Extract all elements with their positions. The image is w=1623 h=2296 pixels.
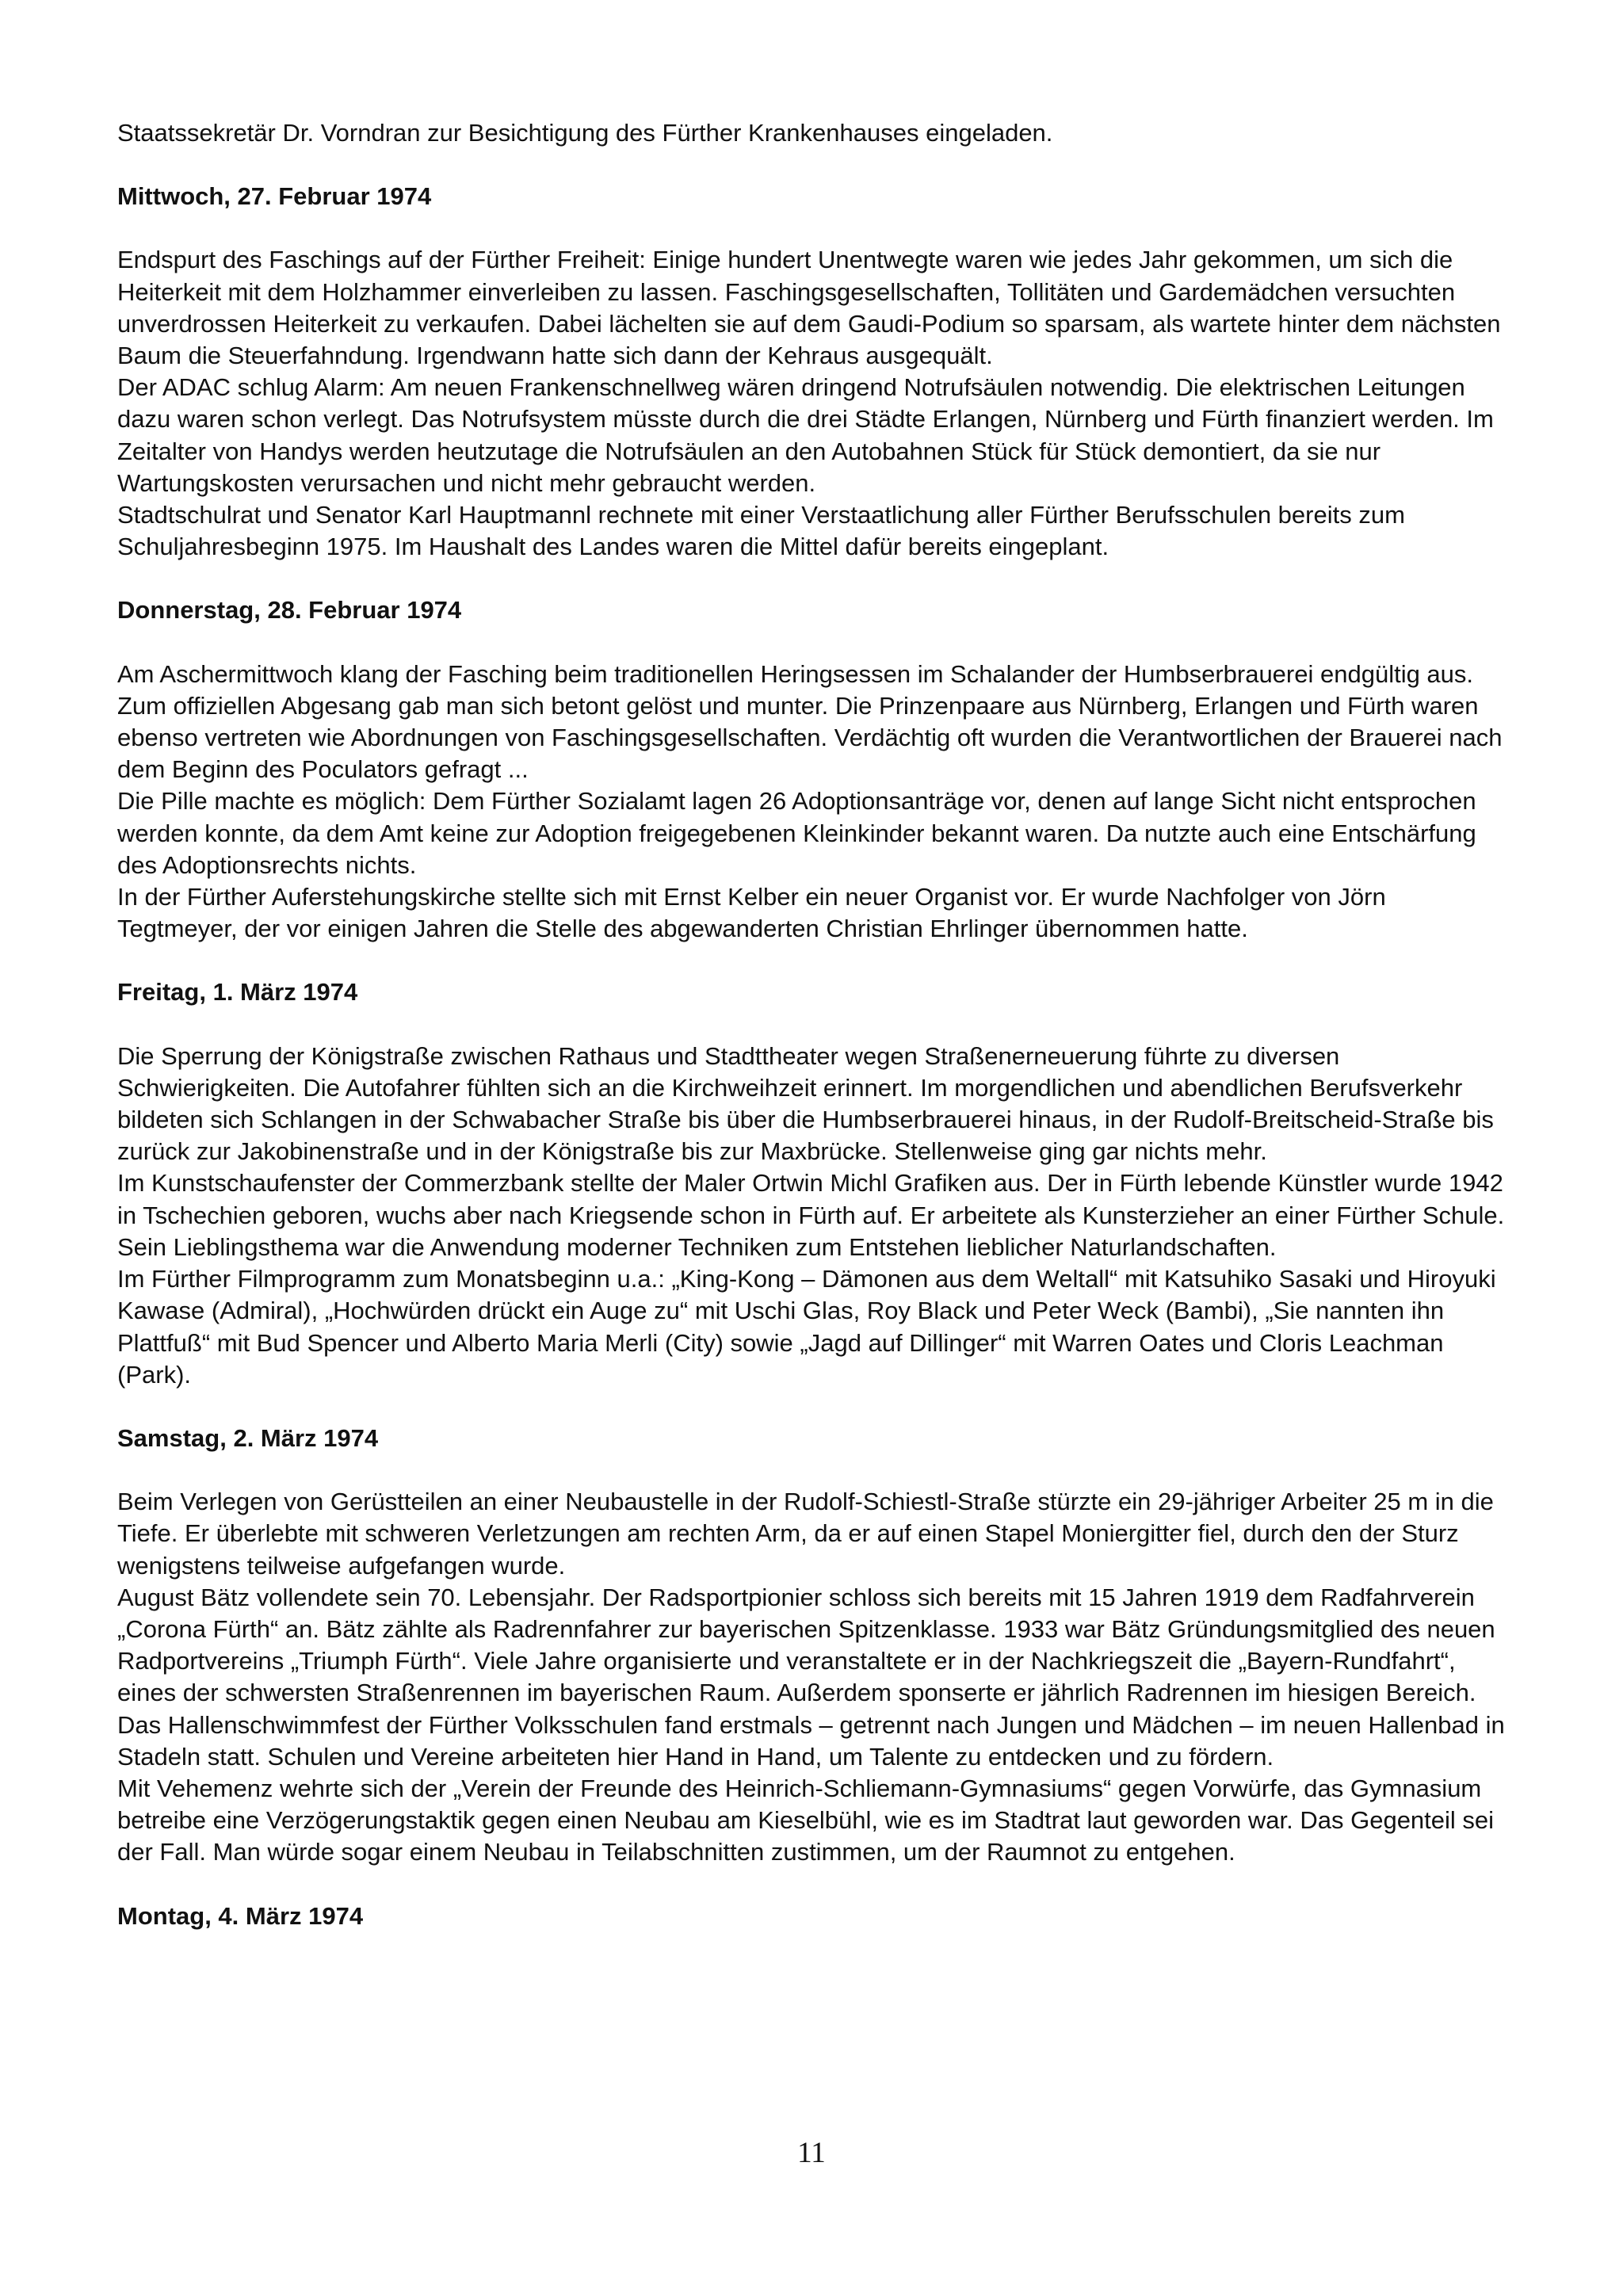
paragraph: Die Sperrung der Königstraße zwischen Rathaus und Stadttheater wegen Straßenerneuerung führte zu diversen Schwierigkeiten. Die Autofahrer fühlten sich an die Kirchweihzeit erinnert. Im morgendlichen und abendlichen Berufsverkehr bildeten sich Schlangen in der Schwabacher Straße bis über die Humbserbrauerei hinaus, in der Rudolf-Breitscheid-Straße bis zurück zur Jakobinenstraße und in der Königstraße bis zur Maxbrücke. Stellenweise ging gar nichts mehr. (117, 1041, 1494, 1166)
paragraph-gap (117, 1391, 1508, 1423)
paragraph: Stadtschulrat und Senator Karl Hauptmannl rechnete mit einer Verstaatlichung aller Fürther Berufsschulen bereits zum Schuljahresbeginn 1975. Im Haushalt des Landes waren die Mittel dafür bereits eingeplant. (117, 501, 1405, 561)
paragraph: Mit Vehemenz wehrte sich der „Verein der Freunde des Heinrich-Schliemann-Gymnasiums“ gegen Vorwürfe, das Gymnasium betreibe eine Verzögerungstaktik gegen einen Neubau am Kieselbühl, wie es im Stadtrat laut geworden war. Das Gegenteil sei der Fall. Man würde sogar einem Neubau in Teilabschnitten zustimmen, um der Raumnot zu entgehen. (117, 1774, 1495, 1866)
paragraph: Die Pille machte es möglich: Dem Fürther Sozialamt lagen 26 Adoptionsanträge vor, denen auf lange Sicht nicht entsprochen werden konnte, da dem Amt keine zur Adoption freigegebenen Kleinkinder bekannt waren. Da nutzte auch eine Entschärfung des Adoptionsrechts nichts. (117, 787, 1476, 879)
paragraph: Beim Verlegen von Gerüstteilen an einer Neubaustelle in der Rudolf-Schiestl-Straße stürzte ein 29-jähriger Arbeiter 25 m in die Tiefe. Er überlebte mit schweren Verletzungen am rechten Arm, da er auf einen Stapel Moniergitter fiel, durch den der Sturz wenigstens teilweise aufgefangen wurde. (117, 1488, 1494, 1580)
section-heading-5: Montag, 4. März 1974 (117, 1901, 364, 1930)
paragraph: Endspurt des Faschings auf der Fürther Freiheit: Einige hundert Unentwegte waren wie jedes Jahr gekommen, um sich die Heiterkeit mit dem Holzhammer einverleiben zu lassen. Faschingsgesellschaften, Tollitäten und Gardemädchen versuchten unverdrossen Heiterkeit zu verkaufen. Dabei lächelten sie auf dem Gaudi-Podium so sparsam, als wartete hinter dem nächsten Baum die Steuerfahndung. Irgendwann hatte sich dann der Kehraus ausgequält. (117, 246, 1501, 370)
section-heading-1: Mittwoch, 27. Februar 1974 (117, 182, 432, 211)
paragraph-gap (117, 149, 1508, 181)
paragraph-gap (117, 1869, 1508, 1901)
page-content (117, 117, 1508, 1932)
section-heading-3: Freitag, 1. März 1974 (117, 978, 358, 1007)
paragraph: Das Hallenschwimmfest der Fürther Volksschulen fand erstmals – getrennt nach Jungen und Mädchen – im neuen Hallenbad in Stadeln statt. Schulen und Vereine arbeiteten hier Hand in Hand, um Talente zu entdecken und zu fördern. (117, 1710, 1505, 1771)
paragraph-gap (117, 945, 1508, 976)
page-number: 11 (797, 2137, 826, 2169)
paragraph-gap (117, 1454, 1508, 1486)
paragraph: Im Kunstschaufenster der Commerzbank stellte der Maler Ortwin Michl Grafiken aus. Der in Fürth lebende Künstler wurde 1942 in Tschechien geboren, wuchs aber nach Kriegsende schon in Fürth auf. Er arbeitete als Kunsterzieher an einer Fürther Schule. Sein Lieblingsthema war die Anwendung moderner Techniken zum Entstehen lieblicher Naturlandschaften. (117, 1169, 1505, 1261)
section-heading-4: Samstag, 2. März 1974 (117, 1423, 379, 1452)
section-heading-2: Donnerstag, 28. Februar 1974 (117, 596, 462, 625)
paragraph-gap (117, 212, 1508, 244)
paragraph-gap (117, 627, 1508, 659)
paragraph-gap (117, 563, 1508, 594)
paragraph: Im Fürther Filmprogramm zum Monatsbeginn u.a.: „King-Kong – Dämonen aus dem Weltall“ mit Katsuhiko Sasaki und Hiroyuki Kawase (Admiral), „Hochwürden drückt ein Auge zu“ mit Uschi Glas, Roy Black und Peter Weck (Bambi), „Sie nannten ihn Plattfuß“ mit Bud Spencer und Alberto Maria Merli (City) sowie „Jagd auf Dillinger“ mit Warren Oates und Cloris Leachman (Park). (117, 1265, 1496, 1389)
paragraph: Am Aschermittwoch klang der Fasching beim traditionellen Heringsessen im Schalander der Humbserbrauerei endgültig aus. Zum offiziellen Abgesang gab man sich betont gelöst und munter. Die Prinzenpaare aus Nürnberg, Erlangen und Fürth waren ebenso vertreten wie Abordnungen von Faschingsgesellschaften. Verdächtig oft wurden die Verantwortlichen der Brauerei nach dem Beginn des Poculators gefragt ... (117, 659, 1503, 784)
paragraph: August Bätz vollendete sein 70. Lebensjahr. Der Radsportpionier schloss sich bereits mit 15 Jahren 1919 dem Radfahrverein „Corona Fürth“ an. Bätz zählte als Radrennfahrer zur bayerischen Spitzenklasse. 1933 war Bätz Gründungsmitglied des neuen Radportvereins „Triumph Fürth“. Viele Jahre organisierte und veranstaltete er in der Nachkriegszeit die „Bayern-Rundfahrt“, eines der schwersten Straßenrennen im bayerischen Raum. Außerdem sponserte er jährlich Radrennen im hiesigen Bereich. (117, 1583, 1495, 1707)
paragraph-gap (117, 1009, 1508, 1041)
paragraph: In der Fürther Auferstehungskirche stellte sich mit Ernst Kelber ein neuer Organist vor. Er wurde Nachfolger von Jörn Tegtmeyer, der vor einigen Jahren die Stelle des abgewanderten Christian Ehrlinger übernommen hatte. (117, 883, 1386, 943)
intro-paragraph: Staatssekretär Dr. Vorndran zur Besichtigung des Fürther Krankenhauses eingeladen. (117, 119, 1053, 147)
paragraph: Der ADAC schlug Alarm: Am neuen Frankenschnellweg wären dringend Notrufsäulen notwendig. Die elektrischen Leitungen dazu waren schon verlegt. Das Notrufsystem müsste durch die drei Städte Erlangen, Nürnberg und Fürth finanziert werden. Im Zeitalter von Handys werden heutzutage die Notrufsäulen an den Autobahnen Stück für Stück demontiert, da sie nur Wartungskosten verursachen und nicht mehr gebraucht werden. (117, 373, 1494, 497)
